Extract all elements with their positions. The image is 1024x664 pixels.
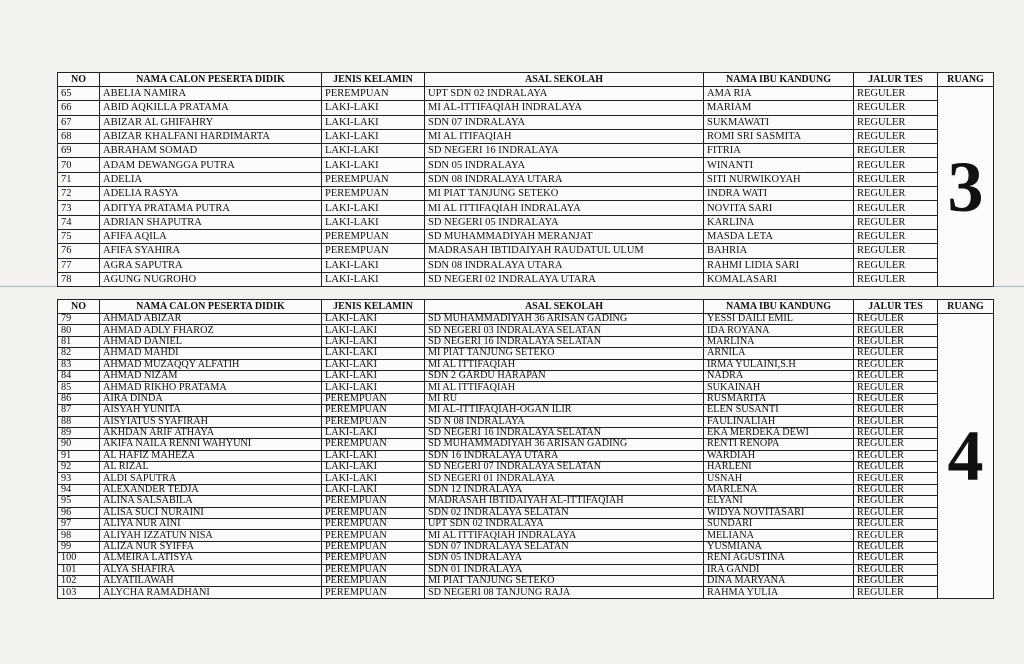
school-cell: SD NEGERI 08 TANJUNG RAJA xyxy=(425,587,704,598)
test-track-cell: REGULER xyxy=(854,129,938,143)
school-cell: MADRASAH IBTIDAIYAH RAUDATUL ULUM xyxy=(425,244,704,258)
school-cell: SD NEGERI 16 INDRALAYA xyxy=(425,144,704,158)
gender-cell: PEREMPUAN xyxy=(322,519,425,530)
school-cell: SD MUHAMMADIYAH MERANJAT xyxy=(425,229,704,243)
school-cell: SD NEGERI 03 INDRALAYA SELATAN xyxy=(425,325,704,336)
student-name-cell: ALIYA NUR AINI xyxy=(100,519,322,530)
test-track-cell: REGULER xyxy=(854,187,938,201)
student-name-cell: AKHDAN ARIF ATHAYA xyxy=(100,427,322,438)
test-track-cell: REGULER xyxy=(854,325,938,336)
table-row xyxy=(58,144,994,158)
mother-name-cell: BAHRIA xyxy=(704,244,854,258)
table-row xyxy=(58,158,994,172)
mother-name-cell: WIDYA NOVITASARI xyxy=(704,507,854,518)
student-name-cell: ADAM DEWANGGA PUTRA xyxy=(100,158,322,172)
student-name-cell: AHMAD RIKHO PRATAMA xyxy=(100,382,322,393)
test-track-cell: REGULER xyxy=(854,244,938,258)
student-name-cell: ALYATILAWAH xyxy=(100,575,322,586)
school-cell: MI AL ITTIFAQIAH INDRALAYA xyxy=(425,201,704,215)
test-track-cell: REGULER xyxy=(854,553,938,564)
table-row xyxy=(58,272,994,286)
gender-cell: PEREMPUAN xyxy=(322,575,425,586)
gender-cell: PEREMPUAN xyxy=(322,496,425,507)
school-cell: SDN 05 INDRALAYA xyxy=(425,553,704,564)
gender-cell: PEREMPUAN xyxy=(322,553,425,564)
no-cell: 65 xyxy=(58,87,100,101)
mother-name-cell: SUKMAWATI xyxy=(704,115,854,129)
table-row xyxy=(58,87,994,101)
mother-name-cell: RENTI RENOPA xyxy=(704,439,854,450)
school-cell: MI AL ITTIFAQIAH xyxy=(425,382,704,393)
mother-name-cell: INDRA WATI xyxy=(704,187,854,201)
school-cell: MI RU xyxy=(425,393,704,404)
student-name-cell: AL HAFIZ MAHEZA xyxy=(100,450,322,461)
test-track-cell: REGULER xyxy=(854,87,938,101)
student-name-cell: AFIFA SYAHIRA xyxy=(100,244,322,258)
school-cell: MI PIAT TANJUNG SETEKO xyxy=(425,348,704,359)
no-cell: 97 xyxy=(58,519,100,530)
student-name-cell: ALIZA NUR SYIFFA xyxy=(100,541,322,552)
table-row xyxy=(58,370,994,381)
column-header: JENIS KELAMIN xyxy=(322,300,425,314)
school-cell: MI AL ITIFAQIAH xyxy=(425,129,704,143)
no-cell: 70 xyxy=(58,158,100,172)
no-cell: 68 xyxy=(58,129,100,143)
test-track-cell: REGULER xyxy=(854,462,938,473)
student-name-cell: ALEXANDER TEDJA xyxy=(100,484,322,495)
school-cell: UPT SDN 02 INDRALAYA xyxy=(425,519,704,530)
student-name-cell: ALYA SHAFIRA xyxy=(100,564,322,575)
no-cell: 66 xyxy=(58,101,100,115)
school-cell: SD NEGERI 05 INDRALAYA xyxy=(425,215,704,229)
gender-cell: PEREMPUAN xyxy=(322,87,425,101)
mother-name-cell: NADRA xyxy=(704,370,854,381)
no-cell: 89 xyxy=(58,427,100,438)
mother-name-cell: EKA MERDEKA DEWI xyxy=(704,427,854,438)
mother-name-cell: RAHMA YULIA xyxy=(704,587,854,598)
table-row xyxy=(58,519,994,530)
student-name-cell: ADRIAN SHAPUTRA xyxy=(100,215,322,229)
gender-cell: LAKI-LAKI xyxy=(322,427,425,438)
no-cell: 91 xyxy=(58,450,100,461)
test-track-cell: REGULER xyxy=(854,348,938,359)
mother-name-cell: IRMA YULAINI,S.H xyxy=(704,359,854,370)
no-cell: 73 xyxy=(58,201,100,215)
no-cell: 99 xyxy=(58,541,100,552)
no-cell: 72 xyxy=(58,187,100,201)
table-row xyxy=(58,348,994,359)
gender-cell: PEREMPUAN xyxy=(322,564,425,575)
gender-cell: PEREMPUAN xyxy=(322,530,425,541)
test-track-cell: REGULER xyxy=(854,439,938,450)
school-cell: MADRASAH IBTIDAIYAH AL-ITTIFAQIAH xyxy=(425,496,704,507)
test-track-cell: REGULER xyxy=(854,530,938,541)
table-row xyxy=(58,115,994,129)
table-row xyxy=(58,359,994,370)
mother-name-cell: ELEN SUSANTI xyxy=(704,405,854,416)
table-row xyxy=(58,416,994,427)
student-name-cell: AFIFA AQILA xyxy=(100,229,322,243)
mother-name-cell: YESSI DAILI EMIL xyxy=(704,314,854,325)
table-row xyxy=(58,450,994,461)
student-name-cell: ALISA SUCI NURAINI xyxy=(100,507,322,518)
no-cell: 90 xyxy=(58,439,100,450)
mother-name-cell: RUSMARITA xyxy=(704,393,854,404)
gender-cell: PEREMPUAN xyxy=(322,416,425,427)
school-cell: SD NEGERI 01 INDRALAYA xyxy=(425,473,704,484)
table-row xyxy=(58,553,994,564)
no-cell: 103 xyxy=(58,587,100,598)
test-track-cell: REGULER xyxy=(854,258,938,272)
school-cell: MI PIAT TANJUNG SETEKO xyxy=(425,187,704,201)
school-cell: SD NEGERI 16 INDRALAYA SELATAN xyxy=(425,427,704,438)
test-track-cell: REGULER xyxy=(854,575,938,586)
gender-cell: LAKI-LAKI xyxy=(322,462,425,473)
test-track-cell: REGULER xyxy=(854,215,938,229)
student-name-cell: ADELIA RASYA xyxy=(100,187,322,201)
school-cell: UPT SDN 02 INDRALAYA xyxy=(425,87,704,101)
mother-name-cell: SUNDARI xyxy=(704,519,854,530)
gender-cell: LAKI-LAKI xyxy=(322,158,425,172)
student-name-cell: AHMAD DANIEL xyxy=(100,336,322,347)
no-cell: 93 xyxy=(58,473,100,484)
gender-cell: PEREMPUAN xyxy=(322,587,425,598)
gender-cell: LAKI-LAKI xyxy=(322,272,425,286)
student-name-cell: AGRA SAPUTRA xyxy=(100,258,322,272)
school-cell: SDN 12 INDRALAYA xyxy=(425,484,704,495)
school-cell: SD MUHAMMADIYAH 36 ARISAN GADING xyxy=(425,439,704,450)
column-header: NAMA CALON PESERTA DIDIK xyxy=(100,300,322,314)
gender-cell: LAKI-LAKI xyxy=(322,336,425,347)
mother-name-cell: AMA RIA xyxy=(704,87,854,101)
no-cell: 83 xyxy=(58,359,100,370)
school-cell: SDN 07 INDRALAYA xyxy=(425,115,704,129)
no-cell: 77 xyxy=(58,258,100,272)
column-header: NO xyxy=(58,73,100,87)
student-name-cell: AHMAD NIZAM xyxy=(100,370,322,381)
test-track-cell: REGULER xyxy=(854,473,938,484)
column-header: NO xyxy=(58,300,100,314)
table-row xyxy=(58,258,994,272)
gender-cell: LAKI-LAKI xyxy=(322,359,425,370)
test-track-cell: REGULER xyxy=(854,484,938,495)
gender-cell: LAKI-LAKI xyxy=(322,370,425,381)
no-cell: 71 xyxy=(58,172,100,186)
mother-name-cell: WINANTI xyxy=(704,158,854,172)
gender-cell: PEREMPUAN xyxy=(322,541,425,552)
table-row xyxy=(58,484,994,495)
table-row xyxy=(58,530,994,541)
table-row xyxy=(58,393,994,404)
school-cell: SDN 01 INDRALAYA xyxy=(425,564,704,575)
student-name-cell: ALDI SAPUTRA xyxy=(100,473,322,484)
gender-cell: LAKI-LAKI xyxy=(322,325,425,336)
school-cell: SD NEGERI 02 INDRALAYA UTARA xyxy=(425,272,704,286)
student-name-cell: AGUNG NUGROHO xyxy=(100,272,322,286)
test-track-cell: REGULER xyxy=(854,359,938,370)
gender-cell: PEREMPUAN xyxy=(322,244,425,258)
table-row xyxy=(58,439,994,450)
school-cell: SD NEGERI 16 INDRALAYA SELATAN xyxy=(425,336,704,347)
student-name-cell: AKIFA NAILA RENNI WAHYUNI xyxy=(100,439,322,450)
no-cell: 67 xyxy=(58,115,100,129)
test-track-cell: REGULER xyxy=(854,101,938,115)
student-name-cell: AISYIATUS SYAFIRAH xyxy=(100,416,322,427)
mother-name-cell: YUSMIANA xyxy=(704,541,854,552)
school-cell: SDN 08 INDRALAYA UTARA xyxy=(425,258,704,272)
table-row xyxy=(58,244,994,258)
no-cell: 100 xyxy=(58,553,100,564)
mother-name-cell: MARLENA xyxy=(704,484,854,495)
school-cell: MI AL ITTIFAQIAH INDRALAYA xyxy=(425,530,704,541)
mother-name-cell: WARDIAH xyxy=(704,450,854,461)
room-number-cell: 4 xyxy=(938,314,994,599)
student-name-cell: ALINA SALSABILA xyxy=(100,496,322,507)
student-name-cell: ADITYA PRATAMA PUTRA xyxy=(100,201,322,215)
table-row xyxy=(58,473,994,484)
mother-name-cell: RAHMI LIDIA SARI xyxy=(704,258,854,272)
gender-cell: PEREMPUAN xyxy=(322,405,425,416)
mother-name-cell: ROMI SRI SASMITA xyxy=(704,129,854,143)
mother-name-cell: KARLINA xyxy=(704,215,854,229)
mother-name-cell: MELIANA xyxy=(704,530,854,541)
school-cell: MI AL-ITTIFAQIAH INDRALAYA xyxy=(425,101,704,115)
gender-cell: LAKI-LAKI xyxy=(322,115,425,129)
mother-name-cell: MASDA LETA xyxy=(704,229,854,243)
test-track-cell: REGULER xyxy=(854,158,938,172)
table-row xyxy=(58,405,994,416)
mother-name-cell: SUKAINAH xyxy=(704,382,854,393)
test-track-cell: REGULER xyxy=(854,496,938,507)
student-name-cell: ABIZAR KHALFANI HARDIMARTA xyxy=(100,129,322,143)
gender-cell: LAKI-LAKI xyxy=(322,201,425,215)
header-row xyxy=(58,300,994,314)
no-cell: 82 xyxy=(58,348,100,359)
student-name-cell: ABID AQKILLA PRATAMA xyxy=(100,101,322,115)
gender-cell: LAKI-LAKI xyxy=(322,382,425,393)
mother-name-cell: ELYANI xyxy=(704,496,854,507)
mother-name-cell: USNAH xyxy=(704,473,854,484)
room-number-cell: 3 xyxy=(938,87,994,287)
no-cell: 78 xyxy=(58,272,100,286)
school-cell: SD NEGERI 07 INDRALAYA SELATAN xyxy=(425,462,704,473)
no-cell: 92 xyxy=(58,462,100,473)
table-row xyxy=(58,462,994,473)
student-name-cell: ABIZAR AL GHIFAHRY xyxy=(100,115,322,129)
column-header: JALUR TES xyxy=(854,73,938,87)
table-row xyxy=(58,541,994,552)
student-name-cell: AIRA DINDA xyxy=(100,393,322,404)
school-cell: MI AL-ITTIFAQIAH-OGAN ILIR xyxy=(425,405,704,416)
school-cell: MI PIAT TANJUNG SETEKO xyxy=(425,575,704,586)
column-header: JALUR TES xyxy=(854,300,938,314)
test-track-cell: REGULER xyxy=(854,370,938,381)
no-cell: 87 xyxy=(58,405,100,416)
no-cell: 94 xyxy=(58,484,100,495)
table-row xyxy=(58,382,994,393)
no-cell: 80 xyxy=(58,325,100,336)
mother-name-cell: SITI NURWIKOYAH xyxy=(704,172,854,186)
school-cell: SDN 16 INDRALAYA UTARA xyxy=(425,450,704,461)
table-row xyxy=(58,172,994,186)
table-row xyxy=(58,187,994,201)
no-cell: 96 xyxy=(58,507,100,518)
mother-name-cell: FAULINALIAH xyxy=(704,416,854,427)
school-cell: SDN 07 INDRALAYA SELATAN xyxy=(425,541,704,552)
mother-name-cell: IRA GANDI xyxy=(704,564,854,575)
no-cell: 76 xyxy=(58,244,100,258)
column-header: NAMA IBU KANDUNG xyxy=(704,300,854,314)
test-track-cell: REGULER xyxy=(854,519,938,530)
no-cell: 79 xyxy=(58,314,100,325)
school-cell: SDN 05 INDRALAYA xyxy=(425,158,704,172)
mother-name-cell: NOVITA SARI xyxy=(704,201,854,215)
table-row xyxy=(58,314,994,325)
mother-name-cell: HARLENI xyxy=(704,462,854,473)
gender-cell: LAKI-LAKI xyxy=(322,101,425,115)
gender-cell: LAKI-LAKI xyxy=(322,144,425,158)
test-track-cell: REGULER xyxy=(854,336,938,347)
table-row xyxy=(58,229,994,243)
school-cell: MI AL ITTIFAQIAH xyxy=(425,359,704,370)
table-row xyxy=(58,215,994,229)
room-4-table xyxy=(57,299,994,599)
gender-cell: PEREMPUAN xyxy=(322,229,425,243)
table-row xyxy=(58,201,994,215)
no-cell: 81 xyxy=(58,336,100,347)
student-name-cell: AHMAD ABIZAR xyxy=(100,314,322,325)
test-track-cell: REGULER xyxy=(854,427,938,438)
table-row xyxy=(58,507,994,518)
column-header: NAMA CALON PESERTA DIDIK xyxy=(100,73,322,87)
gender-cell: PEREMPUAN xyxy=(322,393,425,404)
table-row xyxy=(58,427,994,438)
room-3-table xyxy=(57,72,994,287)
test-track-cell: REGULER xyxy=(854,144,938,158)
school-cell: SDN 2 GARDU HARAPAN xyxy=(425,370,704,381)
gender-cell: LAKI-LAKI xyxy=(322,215,425,229)
student-name-cell: ABRAHAM SOMAD xyxy=(100,144,322,158)
table-row xyxy=(58,575,994,586)
gender-cell: PEREMPUAN xyxy=(322,172,425,186)
table-row xyxy=(58,496,994,507)
gender-cell: LAKI-LAKI xyxy=(322,484,425,495)
mother-name-cell: RENI AGUSTINA xyxy=(704,553,854,564)
student-name-cell: ALIYAH IZZATUN NISA xyxy=(100,530,322,541)
no-cell: 69 xyxy=(58,144,100,158)
no-cell: 85 xyxy=(58,382,100,393)
school-cell: SDN 08 INDRALAYA UTARA xyxy=(425,172,704,186)
no-cell: 86 xyxy=(58,393,100,404)
no-cell: 74 xyxy=(58,215,100,229)
test-track-cell: REGULER xyxy=(854,201,938,215)
student-name-cell: ALYCHA RAMADHANI xyxy=(100,587,322,598)
column-header: JENIS KELAMIN xyxy=(322,73,425,87)
gender-cell: PEREMPUAN xyxy=(322,439,425,450)
header-row xyxy=(58,73,994,87)
gender-cell: LAKI-LAKI xyxy=(322,314,425,325)
test-track-cell: REGULER xyxy=(854,393,938,404)
table-row xyxy=(58,564,994,575)
no-cell: 88 xyxy=(58,416,100,427)
mother-name-cell: MARLINA xyxy=(704,336,854,347)
no-cell: 101 xyxy=(58,564,100,575)
student-name-cell: AL RIZAL xyxy=(100,462,322,473)
mother-name-cell: MARIAM xyxy=(704,101,854,115)
test-track-cell: REGULER xyxy=(854,416,938,427)
test-track-cell: REGULER xyxy=(854,405,938,416)
table-row xyxy=(58,129,994,143)
school-cell: SDN 02 INDRALAYA SELATAN xyxy=(425,507,704,518)
column-header: ASAL SEKOLAH xyxy=(425,73,704,87)
table-row xyxy=(58,101,994,115)
column-header: RUANG xyxy=(938,300,994,314)
mother-name-cell: ARNILA xyxy=(704,348,854,359)
gender-cell: PEREMPUAN xyxy=(322,507,425,518)
gender-cell: LAKI-LAKI xyxy=(322,348,425,359)
mother-name-cell: DINA MARYANA xyxy=(704,575,854,586)
gender-cell: LAKI-LAKI xyxy=(322,129,425,143)
no-cell: 98 xyxy=(58,530,100,541)
test-track-cell: REGULER xyxy=(854,587,938,598)
no-cell: 95 xyxy=(58,496,100,507)
mother-name-cell: IDA ROYANA xyxy=(704,325,854,336)
gender-cell: LAKI-LAKI xyxy=(322,450,425,461)
student-name-cell: ADELIA xyxy=(100,172,322,186)
no-cell: 102 xyxy=(58,575,100,586)
gender-cell: LAKI-LAKI xyxy=(322,258,425,272)
student-name-cell: AISYAH YUNITA xyxy=(100,405,322,416)
test-track-cell: REGULER xyxy=(854,314,938,325)
mother-name-cell: FITRIA xyxy=(704,144,854,158)
student-name-cell: ALMEIRA LATISYA xyxy=(100,553,322,564)
test-track-cell: REGULER xyxy=(854,507,938,518)
mother-name-cell: KOMALASARI xyxy=(704,272,854,286)
student-name-cell: AHMAD ADLY FHAROZ xyxy=(100,325,322,336)
test-track-cell: REGULER xyxy=(854,541,938,552)
student-name-cell: AHMAD MUZAQQY ALFATIH xyxy=(100,359,322,370)
school-cell: SD N 08 INDRALAYA xyxy=(425,416,704,427)
school-cell: SD MUHAMMADIYAH 36 ARISAN GADING xyxy=(425,314,704,325)
student-name-cell: AHMAD MAHDI xyxy=(100,348,322,359)
gender-cell: PEREMPUAN xyxy=(322,187,425,201)
student-name-cell: ABELIA NAMIRA xyxy=(100,87,322,101)
test-track-cell: REGULER xyxy=(854,564,938,575)
test-track-cell: REGULER xyxy=(854,172,938,186)
test-track-cell: REGULER xyxy=(854,115,938,129)
test-track-cell: REGULER xyxy=(854,229,938,243)
no-cell: 75 xyxy=(58,229,100,243)
test-track-cell: REGULER xyxy=(854,382,938,393)
test-track-cell: REGULER xyxy=(854,450,938,461)
table-row xyxy=(58,336,994,347)
column-header: NAMA IBU KANDUNG xyxy=(704,73,854,87)
test-track-cell: REGULER xyxy=(854,272,938,286)
table-row xyxy=(58,325,994,336)
gender-cell: LAKI-LAKI xyxy=(322,473,425,484)
no-cell: 84 xyxy=(58,370,100,381)
column-header: RUANG xyxy=(938,73,994,87)
column-header: ASAL SEKOLAH xyxy=(425,300,704,314)
table-row xyxy=(58,587,994,598)
